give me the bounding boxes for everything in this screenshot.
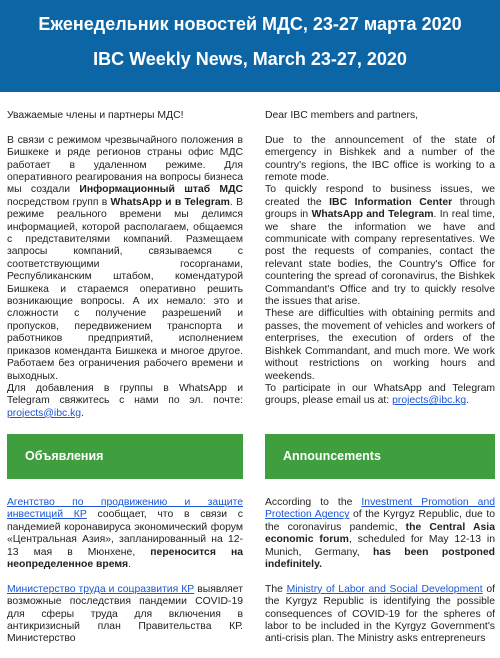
greeting-ru: Уважаемые члены и партнеры МДС! — [7, 110, 184, 121]
news-text-c: , scheduled for May 12-13 in Munich, Germany, — [265, 534, 495, 558]
intro-text-d: . In real time, we share the information we have and communicate with company representatives. We post the requests of companies, contact the relevant state bodies, the Country's Office for countering the spread of coronavirus, the Bishkek Commandant's Office and try to quickly resolve the issues that arise. — [265, 209, 495, 308]
intro-paragraph-ru — [7, 135, 243, 383]
section-header-announcements-ru: Объявления — [7, 434, 243, 479]
intro-bold-b: WhatsApp и в Telegram — [110, 196, 230, 208]
title-english: IBC Weekly News, March 23-27, 2020 — [93, 49, 407, 69]
contact-paragraph-ru — [7, 383, 243, 420]
ministry-link[interactable]: Министерство труда и соцразвития КР — [7, 583, 195, 595]
intro-bold-a: Информационный штаб МДС — [79, 184, 243, 196]
news-item-en-2 — [265, 584, 495, 646]
greeting-en: Dear IBC members and partners, — [265, 110, 419, 121]
news-bold: переносится на неопределенное время — [7, 546, 243, 571]
intro-text-c: through groups in — [265, 196, 495, 221]
agency-link[interactable]: Investment Promotion and Protection Agency — [265, 497, 495, 521]
email-link[interactable]: projects@ibc.kg — [7, 407, 82, 419]
intro-text-c: . В режиме реального времени мы делимся информацией, которой располагаем, общаемся с представителями компаний. Размещаем запросы компаний, связываемся с соответствующими госорганами, Республиканским штабом, комендатурой Бишкека и стараемся оперативно решить возникающие вопросы. А их немало: это и сложности с получение разрешений и пропусков, передвижением транспорта и работников предприятий, исполнением приказов коменданта Бишкека и многое другое. Работаем без ограничения рабочего времени и выходных. — [7, 196, 243, 382]
intro-text-b: To quickly respond to business issues, we created the — [265, 184, 495, 208]
news-text: сообщает, что в связи с пандемией коронавируса экономический форум «Центральная Азия», запланированный на 12-13 мая в Мюнхене, — [7, 509, 243, 558]
news-text-a: The — [265, 583, 287, 595]
news-bold-a: the Central Asia economic forum — [265, 521, 495, 546]
intro-paragraph-en-2 — [265, 184, 495, 308]
newsletter-header — [0, 0, 500, 92]
news-text-a: According to the — [265, 497, 362, 508]
intro-bold-b: WhatsApp and Telegram — [311, 209, 434, 221]
news-item-ru-2 — [7, 584, 243, 646]
contact-text: To participate in our WhatsApp and Telegram groups, please email us at: — [265, 382, 495, 407]
contact-text: Для добавления в группы в WhatsApp и Telegram свяжитесь с нами по эл. почте: — [7, 382, 243, 407]
news-text-b: of the Kyrgyz Republic is identifying the possible consequences of COVID-19 for the spheres of labor to be included in the Kyrgyz Government's anti-crisis plan. The Ministry asks entrepreneurs — [265, 583, 495, 645]
intro-text-a: В связи с режимом чрезвычайного положения в Бишкеке и ряде регионов страны офис МДС работает в удаленном режиме. Для оперативного реагирования на вопросы бизнеса мы создали — [7, 134, 243, 196]
contact-end: . — [81, 407, 84, 419]
news-text: выявляет возможные последствия пандемии COVID-19 для сферы труда для включения в антикризисный план Правительства КР. Министерство — [7, 583, 243, 645]
email-link[interactable]: projects@ibc.kg — [392, 395, 467, 407]
announcements-english — [265, 497, 495, 658]
intro-text-b: посредством групп в — [7, 196, 111, 208]
title-russian: Еженедельник новостей МДС, 23-27 марта 2020 — [38, 14, 462, 34]
contact-end: . — [466, 395, 470, 407]
news-item-en-1 — [265, 497, 495, 571]
news-item-ru-1 — [7, 497, 243, 571]
news-text-b: of the Kyrgyz Republic, due to the coronavirus pandemic, — [265, 509, 495, 533]
intro-text-a: Due to the announcement of the state of emergency in Bishkek and a number of the country's regions, the IBC office is working to a remote mode. — [265, 134, 495, 184]
news-bold-b: has been postponed indefinitely. — [265, 546, 495, 571]
contact-paragraph-en — [265, 383, 495, 408]
intro-paragraph-en-3: These are difficulties with obtaining permits and passes, the movement of vehicles and workers of enterprises, the execution of orders of the Bishkek Commandant, and much more. We work without restrictions on working hours and weekends. — [265, 308, 495, 382]
intro-paragraph-en — [265, 135, 495, 185]
agency-link[interactable]: Агентство по продвижению и защите инвестиций КР — [7, 497, 243, 521]
section-header-announcements-en: Announcements — [265, 434, 495, 479]
ministry-link[interactable]: Ministry of Labor and Social Development — [286, 583, 483, 595]
intro-english — [265, 110, 495, 420]
intro-russian — [7, 110, 243, 433]
intro-bold-a: IBC Information Center — [329, 196, 453, 208]
news-end: . — [128, 559, 132, 571]
announcements-russian — [7, 497, 243, 658]
